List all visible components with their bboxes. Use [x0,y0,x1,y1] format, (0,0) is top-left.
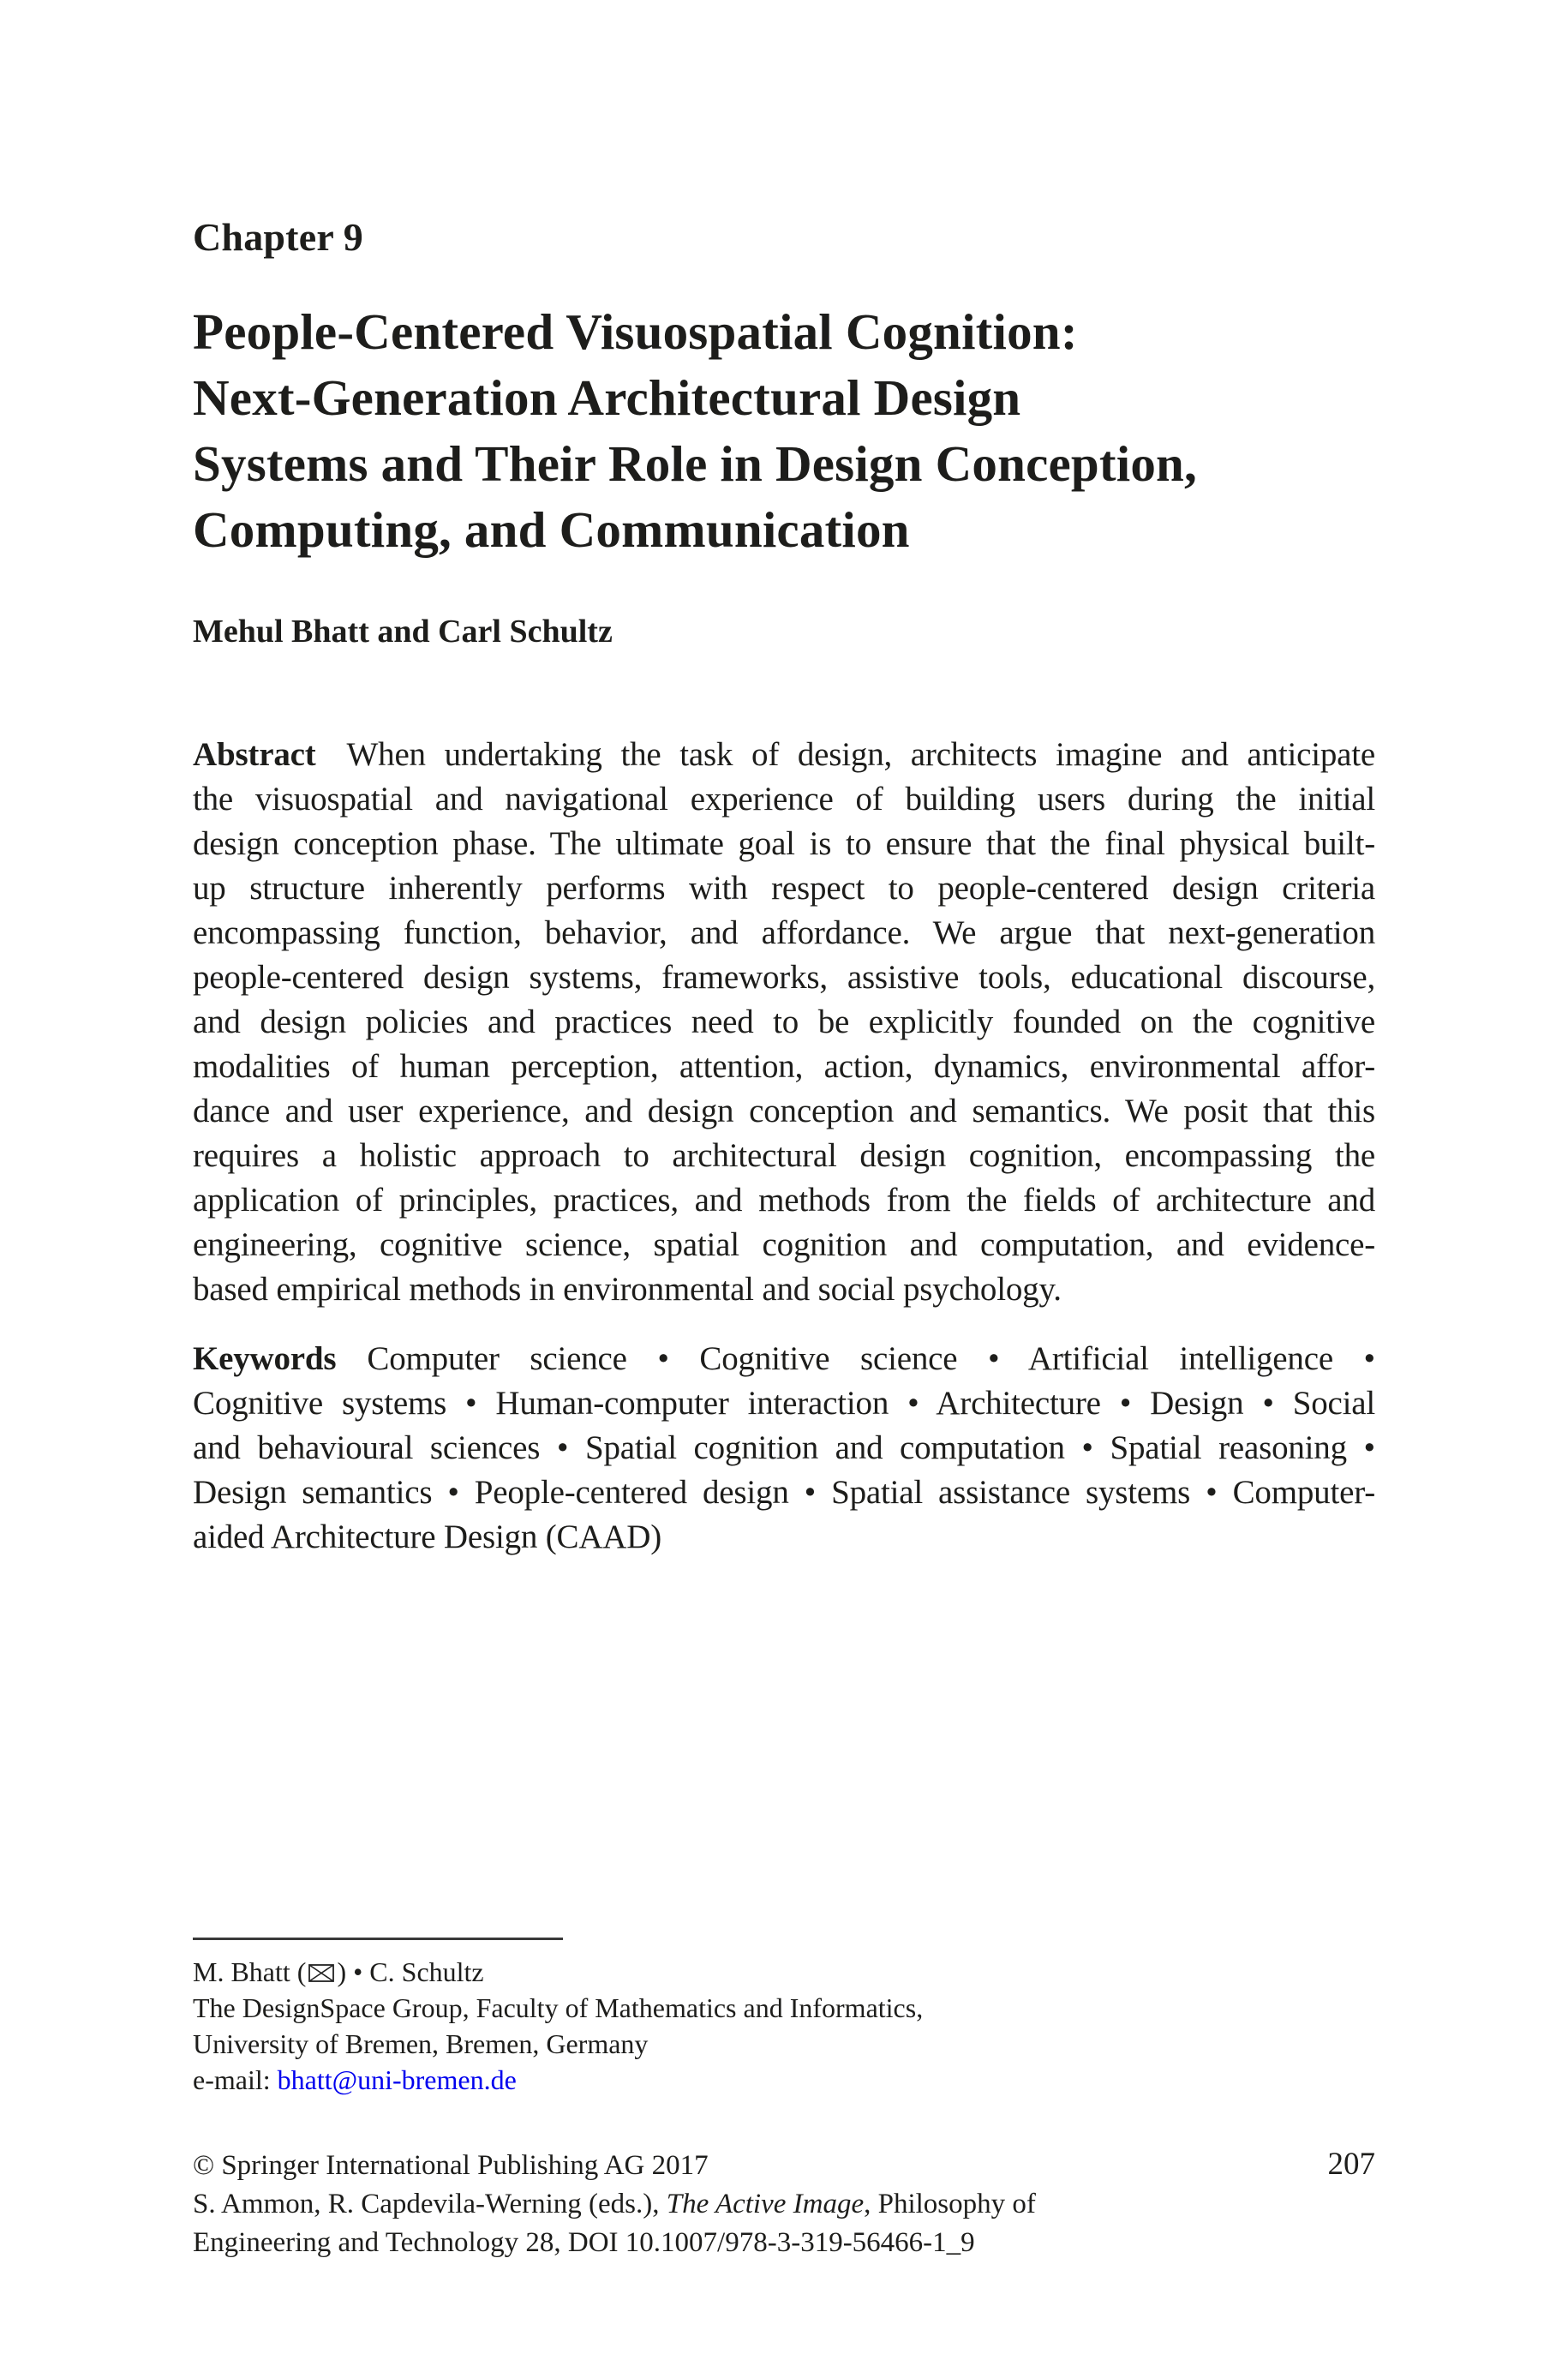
envelope-icon [308,1964,334,1982]
abstract-line: up structure inherently performs with respect to people-centered design criteria [193,870,1375,907]
editors-pre: S. Ammon, R. Capdevila-Werning (eds.), [193,2189,667,2219]
footnote-author-post: ) • C. Schultz [337,1956,484,1987]
chapter-title-line: Computing, and Communication [193,501,910,558]
footnote-rule [193,1938,563,1940]
chapter-label: Chapter 9 [193,215,364,259]
abstract-line: encompassing function, behavior, and affordance. We argue that next-generation [193,914,1375,951]
keywords-text: Computer science • Cognitive science • Artificial intelligence • [367,1340,1375,1377]
keywords-line [193,1337,1375,1381]
keywords-line: aided Architecture Design (CAAD) [193,1518,662,1555]
email-label: e-mail: [193,2064,278,2095]
imprint-editors-line [193,2185,1375,2224]
copyright-text: © Springer International Publishing AG 2017 [193,2150,709,2181]
keywords-heading: Keywords [193,1340,337,1377]
keywords-line: Cognitive systems • Human-computer interaction • Architecture • Design • Social [193,1385,1375,1422]
book-title: The Active Image [666,2189,865,2219]
page-number: 207 [1327,2147,1375,2182]
chapter-title [193,299,1375,563]
imprint-section [193,2147,1375,2262]
chapter-authors: Mehul Bhatt and Carl Schultz [193,614,613,650]
abstract-line [193,733,1375,777]
abstract-line: application of principles, practices, and methods from the fields of architecture and [193,1182,1375,1219]
chapter-title-line: Next-Generation Architectural Design [193,369,1021,426]
chapter-title-line: Systems and Their Role in Design Conception, [193,435,1198,492]
abstract-line: modalities of human perception, attention, action, dynamics, environmental affor- [193,1048,1375,1085]
chapter-title-line: People-Centered Visuospatial Cognition: [193,303,1078,360]
email-link[interactable]: bhatt@uni-bremen.de [277,2064,517,2095]
keywords-line: and behavioural sciences • Spatial cognition and computation • Spatial reasoning • [193,1429,1375,1466]
abstract-line: people-centered design systems, frameworks, assistive tools, educational discourse, [193,959,1375,996]
footnote-affiliation: The DesignSpace Group, Faculty of Mathematics and Informatics, [193,1992,924,2023]
footnote-affiliation: University of Bremen, Bremen, Germany [193,2028,649,2059]
keywords-section [193,1337,1375,1560]
editors-post: , Philosophy of [864,2189,1036,2219]
abstract-text: When undertaking the task of design, architects imagine and anticipate [346,736,1375,773]
abstract-line: engineering, cognitive science, spatial cognition and computation, and evidence- [193,1226,1375,1263]
abstract-line: and design policies and practices need to be explicitly founded on the cognitive [193,1003,1375,1040]
keywords-line: Design semantics • People-centered design • Spatial assistance systems • Computer- [193,1474,1375,1511]
footnote-authors-line [193,1954,1375,1990]
abstract-line: based empirical methods in environmental and social psychology. [193,1271,1062,1308]
imprint-doi-line: Engineering and Technology 28, DOI 10.1007/978-3-319-56466-1_9 [193,2227,975,2258]
abstract-line: requires a holistic approach to architectural design cognition, encompassing the [193,1137,1375,1174]
imprint-copyright-line [193,2147,1375,2185]
footnote-author-pre: M. Bhatt ( [193,1956,307,1987]
abstract-heading: Abstract [193,736,316,773]
abstract-section [193,733,1375,1312]
abstract-line: design conception phase. The ultimate goal is to ensure that the final physical built- [193,825,1375,862]
abstract-line: dance and user experience, and design conception and semantics. We posit that this [193,1093,1375,1129]
abstract-line: the visuospatial and navigational experience of building users during the initial [193,781,1375,818]
footnote-section [193,1954,1375,2098]
footnote-email-line [193,2062,1375,2098]
